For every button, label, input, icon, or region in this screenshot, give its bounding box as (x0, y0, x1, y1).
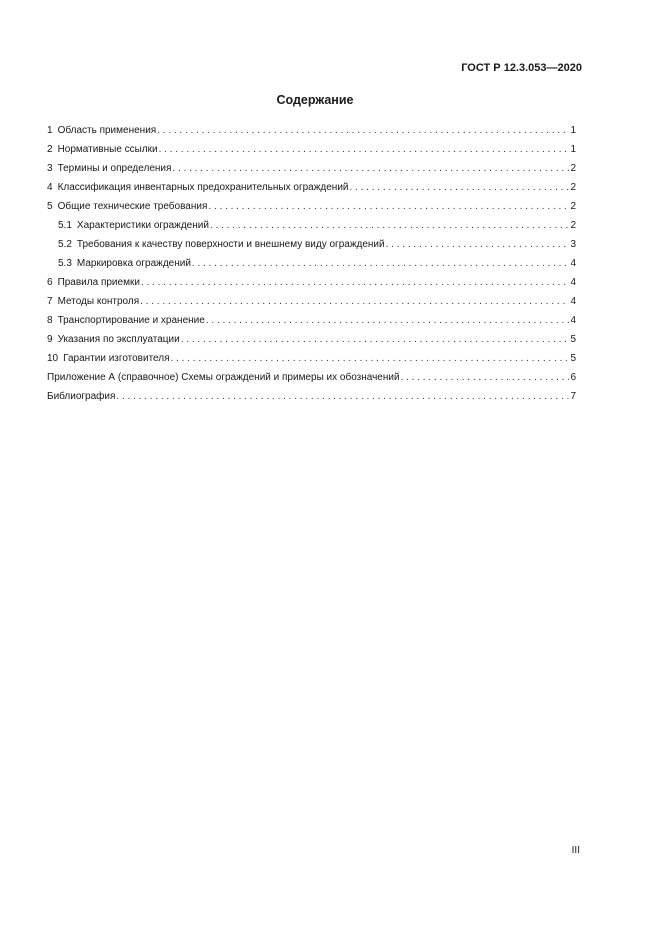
toc-leader-dots (192, 258, 570, 270)
page-number: III (571, 845, 580, 856)
toc-entry-label: Общие технические требования (57, 201, 208, 212)
toc-entry-number: 5.3 (58, 258, 72, 269)
toc-leader-dots (141, 277, 570, 289)
toc-entry-9[interactable] (47, 334, 576, 353)
toc-entry-number: 5 (47, 201, 53, 212)
toc-entry-number: 3 (47, 163, 53, 174)
toc-entry-label: Правила приемки (57, 277, 140, 288)
toc-entry-page: 4 (570, 277, 576, 288)
toc-entry-page: 2 (570, 201, 576, 212)
toc-entry-label: Требования к качеству поверхности и внешнему виду ограждений (76, 239, 385, 250)
toc-leader-dots (210, 220, 569, 232)
toc-entry-number: 6 (47, 277, 53, 288)
toc-entry-4[interactable] (47, 182, 576, 201)
toc-entry-3[interactable] (47, 163, 576, 182)
toc-entry-number: 1 (47, 125, 53, 136)
toc-leader-dots (171, 353, 570, 365)
toc-entry-label: Приложение А (справочное) Схемы ограждений и примеры их обозначений (47, 372, 400, 383)
toc-entry-page: 7 (570, 391, 576, 402)
toc-entry-page: 5 (570, 353, 576, 364)
toc-entry-page: 2 (570, 182, 576, 193)
toc-entry-label: Классификация инвентарных предохранительных ограждений (57, 182, 349, 193)
toc-entry-page: 2 (570, 163, 576, 174)
toc-entry-1[interactable] (47, 125, 576, 144)
toc-entry-10[interactable] (47, 353, 576, 372)
toc-entry-7[interactable] (47, 296, 576, 315)
toc-entry-number: 10 (47, 353, 59, 364)
toc-leader-dots (208, 201, 569, 213)
toc-entry-label: Маркировка ограждений (76, 258, 191, 269)
toc-entry-page: 4 (570, 296, 576, 307)
toc-leader-dots (159, 144, 570, 156)
document-code: ГОСТ Р 12.3.053—2020 (461, 62, 582, 74)
toc-leader-dots (386, 239, 570, 251)
toc-entry-5-2[interactable] (47, 239, 576, 258)
toc-entry-5-3[interactable] (47, 258, 576, 277)
toc-leader-dots (181, 334, 570, 346)
table-of-contents (47, 125, 576, 410)
toc-entry-label: Термины и определения (57, 163, 172, 174)
toc-entry-appendix-a[interactable] (47, 372, 576, 391)
toc-entry-6[interactable] (47, 277, 576, 296)
toc-entry-2[interactable] (47, 144, 576, 163)
toc-entry-number: 8 (47, 315, 53, 326)
toc-entry-label: Методы контроля (57, 296, 140, 307)
toc-entry-page: 3 (570, 239, 576, 250)
toc-leader-dots (140, 296, 569, 308)
toc-entry-page: 2 (570, 220, 576, 231)
toc-entry-number: 2 (47, 144, 53, 155)
toc-entry-5[interactable] (47, 201, 576, 220)
toc-entry-number: 9 (47, 334, 53, 345)
toc-entry-label: Нормативные ссылки (57, 144, 158, 155)
toc-entry-label: Указания по эксплуатации (57, 334, 180, 345)
toc-leader-dots (116, 391, 569, 403)
toc-entry-number: 5.2 (58, 239, 72, 250)
toc-leader-dots (206, 315, 570, 327)
toc-entry-number: 7 (47, 296, 53, 307)
toc-entry-page: 5 (570, 334, 576, 345)
toc-entry-label: Библиография (47, 391, 116, 402)
toc-entry-page: 1 (570, 125, 576, 136)
toc-entry-bibliography[interactable] (47, 391, 576, 410)
toc-entry-5-1[interactable] (47, 220, 576, 239)
toc-entry-page: 6 (570, 372, 576, 383)
toc-entry-page: 1 (570, 144, 576, 155)
toc-entry-number: 5.1 (58, 220, 72, 231)
toc-entry-page: 4 (570, 258, 576, 269)
toc-entry-label: Транспортирование и хранение (57, 315, 205, 326)
toc-entry-label: Гарантии изготовителя (63, 353, 170, 364)
toc-leader-dots (350, 182, 570, 194)
toc-entry-label: Характеристики ограждений (76, 220, 209, 231)
toc-leader-dots (401, 372, 570, 384)
toc-entry-number: 4 (47, 182, 53, 193)
toc-entry-page: 4 (570, 315, 576, 326)
toc-title: Содержание (276, 93, 354, 107)
toc-entry-8[interactable] (47, 315, 576, 334)
toc-leader-dots (157, 125, 569, 137)
toc-entry-label: Область применения (57, 125, 157, 136)
toc-leader-dots (172, 163, 569, 175)
